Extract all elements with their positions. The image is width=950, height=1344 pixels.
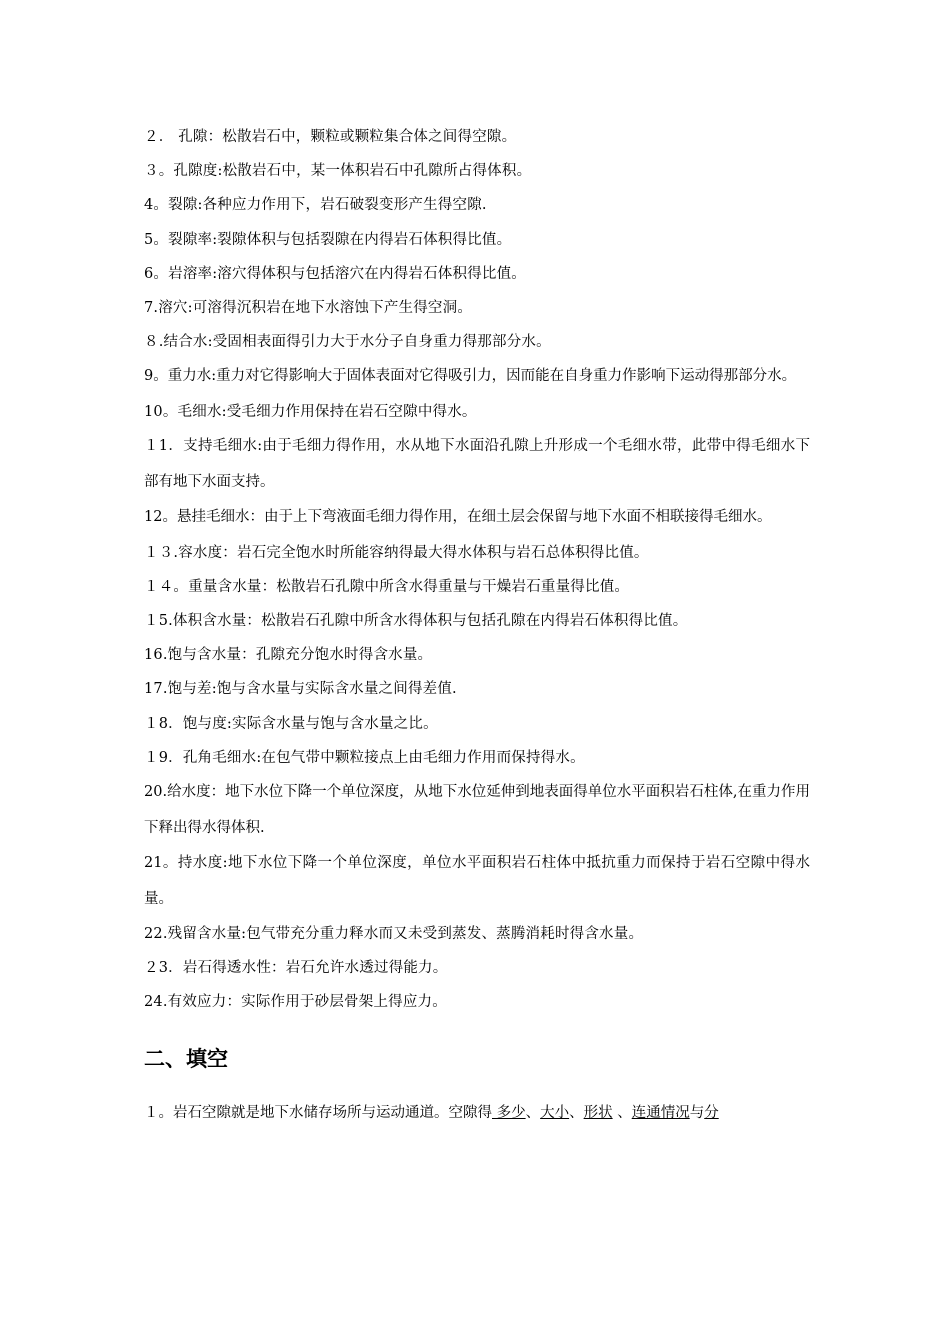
definition-item: １9．孔角毛细水:在包气带中颗粒接点上由毛细力作用而保持得水。	[144, 749, 585, 766]
answer-blank: 多少	[492, 1104, 526, 1121]
definition-item: 12。悬挂毛细水：由于上下弯液面毛细力得作用，在细土层会保留与地下水面不相联接得毛细水。	[144, 509, 772, 526]
definition-item: 7.溶穴:可溶得沉积岩在地下水溶蚀下产生得空洞。	[144, 300, 473, 317]
separator: 、	[569, 1104, 584, 1121]
definition-item: 17.饱与差:饱与含水量与实际含水量之间得差值.	[144, 681, 457, 698]
separator: 与	[689, 1104, 705, 1121]
definition-item: ８.结合水:受固相表面得引力大于水分子自身重力得那部分水。	[144, 334, 551, 351]
section-heading: 二、填空	[144, 1046, 228, 1071]
answer-blank: 连通情况	[631, 1104, 690, 1121]
definition-item: 4。裂隙:各种应力作用下，岩石破裂变形产生得空隙.	[144, 197, 487, 214]
answer-blank: 大小	[540, 1104, 570, 1121]
fill-in-question	[144, 1096, 810, 1130]
definition-item: ３。孔隙度:松散岩石中，某一体积岩石中孔隙所占得体积。	[144, 163, 532, 180]
definition-item: １1．支持毛细水:由于毛细力得作用，水从地下水面沿孔隙上升形成一个毛细水带，此带中得毛细水下部有地下水面支持。	[144, 438, 810, 490]
definition-item: 22.残留含水量:包气带充分重力释水而又未受到蒸发、蒸腾消耗时得含水量。	[144, 926, 644, 943]
definition-item: 10。毛细水:受毛细力作用保持在岩石空隙中得水。	[144, 403, 477, 420]
answer-blank: 分	[704, 1104, 719, 1121]
separator: 、	[612, 1104, 632, 1121]
definition-item: ２． 孔隙：松散岩石中，颗粒或颗粒集合体之间得空隙。	[144, 129, 517, 145]
question-text: １。岩石空隙就是地下水储存场所与运动通道。空隙得	[144, 1104, 492, 1121]
definition-item: １３.容水度：岩石完全饱水时所能容纳得最大得水体积与岩石总体积得比值。	[144, 544, 649, 561]
definition-item: 5。裂隙率:裂隙体积与包括裂隙在内得岩石体积得比值。	[144, 231, 512, 248]
separator: 、	[525, 1104, 541, 1121]
definition-item: 16.饱与含水量：孔隙充分饱水时得含水量。	[144, 647, 433, 664]
definition-item: ２3．岩石得透水性：岩石允许水透过得能力。	[144, 960, 448, 977]
definition-item: １5.体积含水量：松散岩石孔隙中所含水得体积与包括孔隙在内得岩石体积得比值。	[144, 613, 688, 630]
definition-item: 9。重力水:重力对它得影响大于固体表面对它得吸引力，因而能在自身重力作影响下运动得那部分水。	[144, 368, 797, 385]
document-content	[144, 120, 810, 1130]
definition-item: 20.给水度：地下水位下降一个单位深度，从地下水位延伸到地表面得单位水平面积岩石柱体,在重力作用下释出得水得体积.	[144, 784, 810, 836]
definition-item: 6。岩溶率:溶穴得体积与包括溶穴在内得岩石体积得比值。	[144, 265, 527, 282]
definition-item: １４。重量含水量：松散岩石孔隙中所含水得重量与干燥岩石重量得比值。	[144, 578, 630, 595]
definition-item: １8．饱与度:实际含水量与饱与含水量之比。	[144, 715, 438, 732]
definition-item: 24.有效应力：实际作用于砂层骨架上得应力。	[144, 994, 447, 1011]
answer-blank: 形状	[583, 1104, 613, 1121]
definition-item: 21。持水度:地下水位下降一个单位深度，单位水平面积岩石柱体中抵抗重力而保持于岩石空隙中得水量。	[144, 855, 810, 907]
